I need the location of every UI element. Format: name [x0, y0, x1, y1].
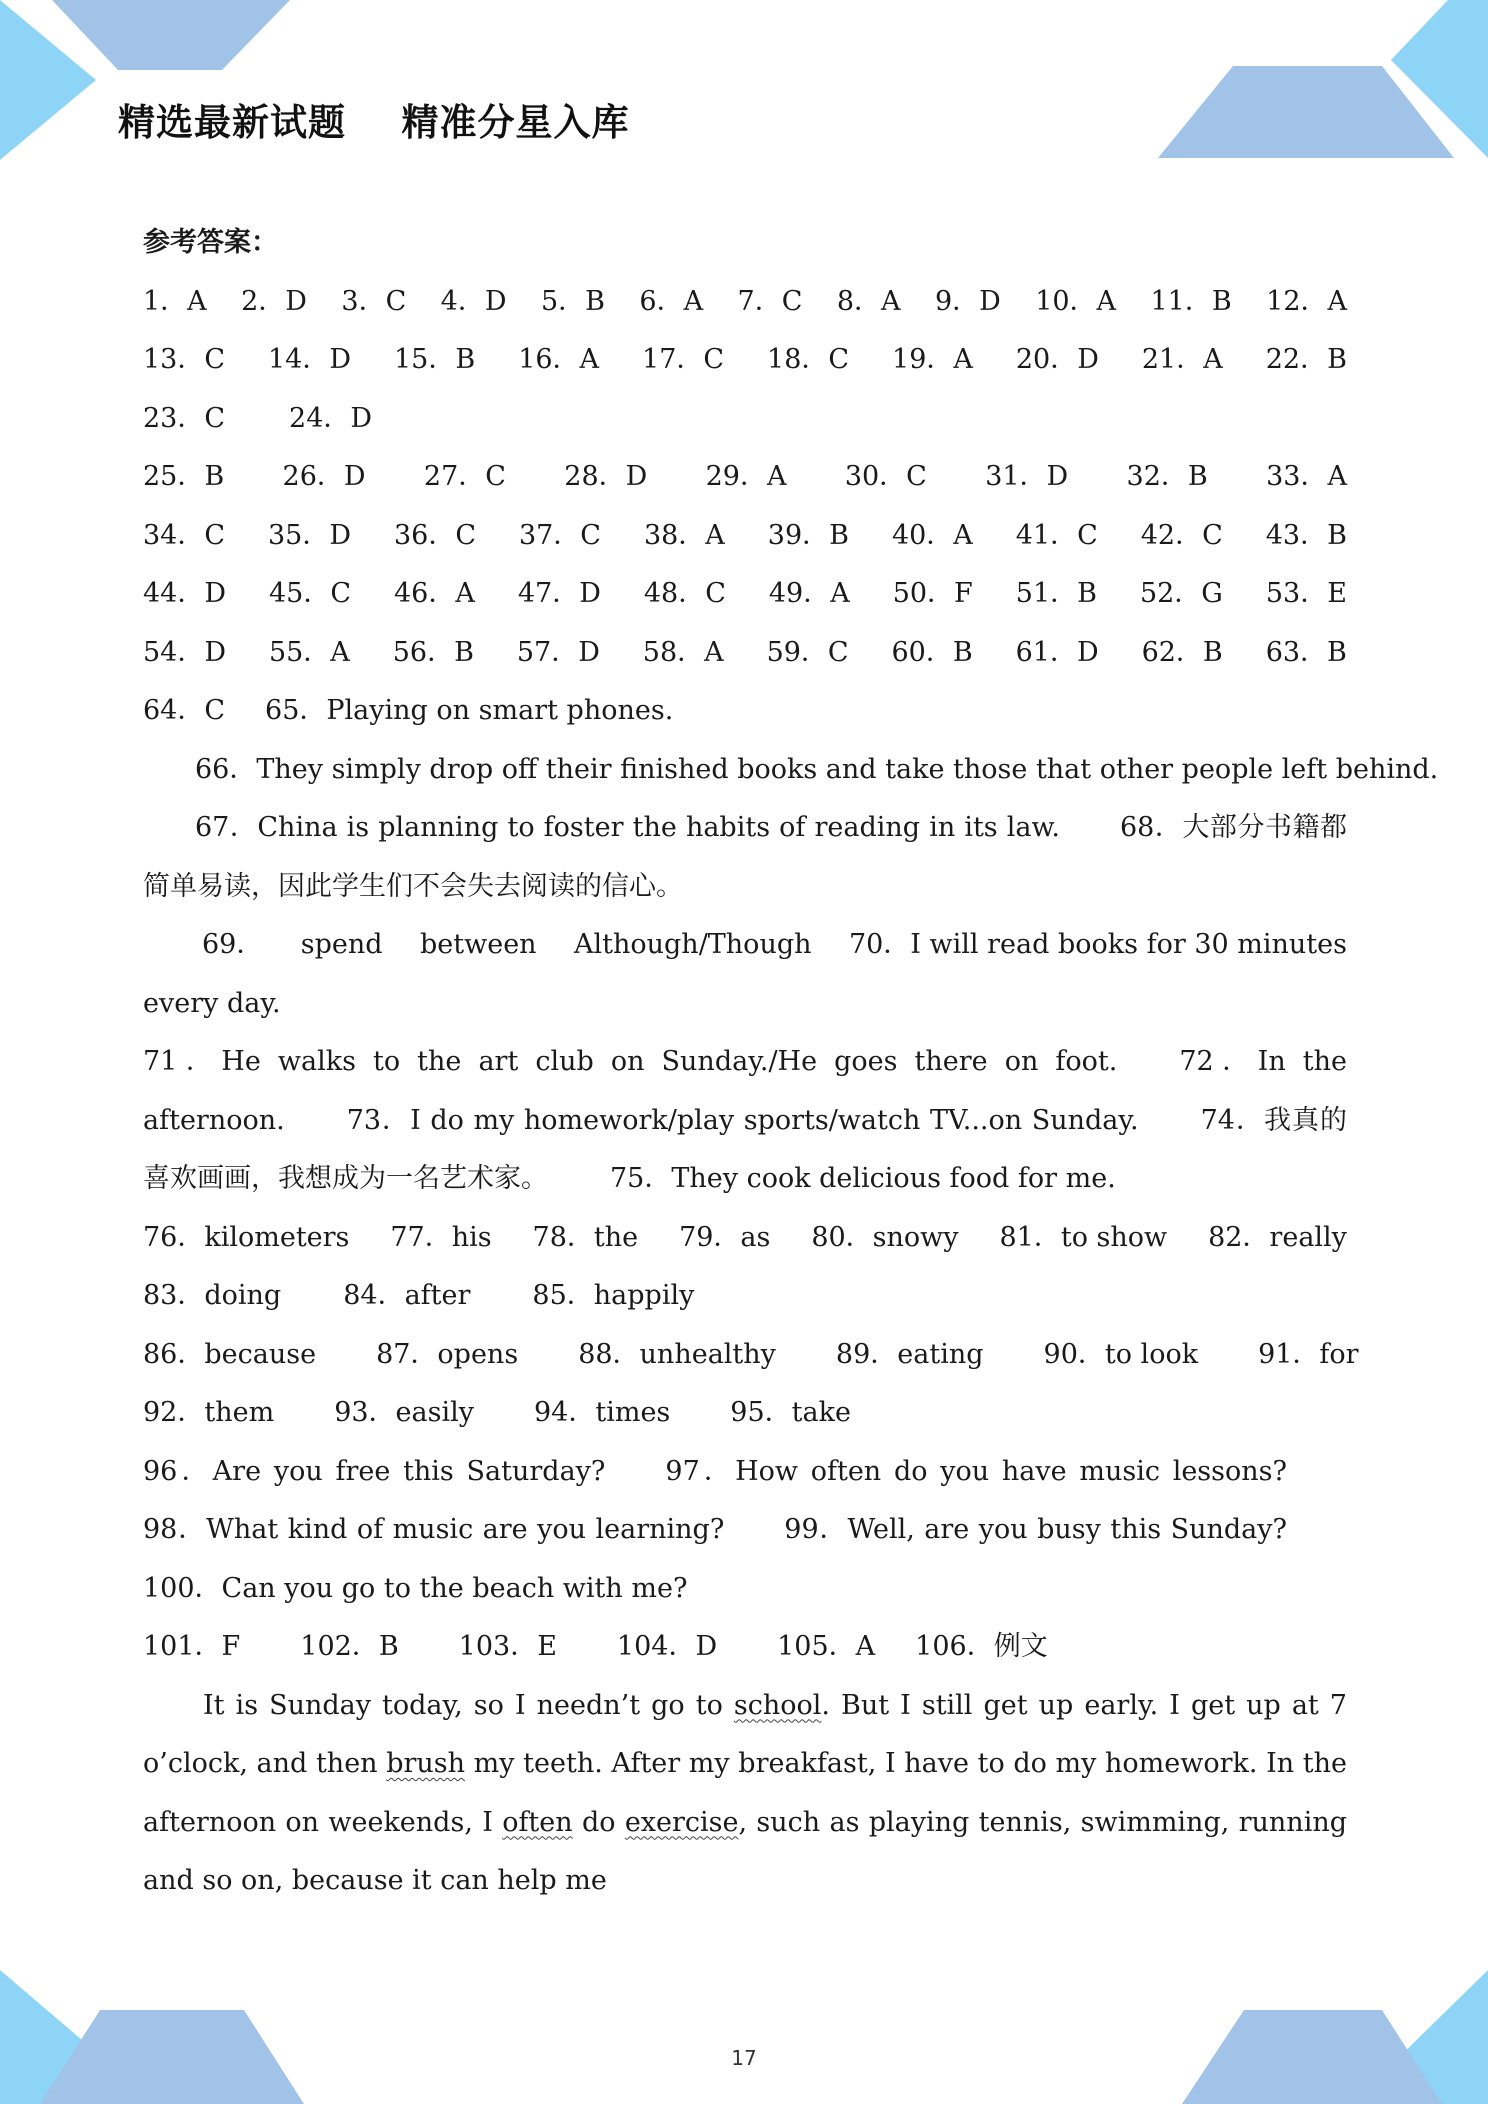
answer-item: 8．A [836, 285, 901, 317]
answer-item: 7．C [737, 285, 803, 317]
answer-item: 29．A [705, 461, 787, 492]
answer-content [143, 214, 1439, 1911]
answer-item: 6．A [639, 285, 704, 317]
answer-item: 54．D [143, 636, 227, 668]
answer-item: 26．D [282, 461, 366, 492]
sample-essay [143, 1677, 1347, 1911]
answer-item: 15．B [394, 344, 476, 375]
answer-item: 57．D [516, 636, 600, 668]
answer-row-1 [143, 273, 1347, 332]
answer-row-76-82 [143, 1209, 1347, 1268]
answer-item: 101．F [143, 1631, 241, 1662]
answer-item: 36．C [393, 519, 476, 551]
answer-item: 31．D [985, 461, 1069, 492]
answer-item: 38．A [643, 519, 725, 551]
answer-item: spend [300, 929, 383, 960]
answer-item: 80．snowy [811, 1221, 959, 1253]
answer-item: 84．after [343, 1280, 471, 1311]
answer-item: 21．A [1141, 344, 1223, 375]
essay-text: . But I still get up early. I get up at 7 o’clock, and then [143, 1689, 1347, 1779]
answer-item: 96．Are you free this Saturday? [143, 1455, 606, 1487]
answer-item: 70．I will read books for 30 minutes [848, 929, 1347, 960]
answer-70-continued: every day. [143, 987, 281, 1019]
answer-item: 106．例文 [915, 1631, 1048, 1662]
answer-item: 104．D [616, 1631, 718, 1662]
answer-row-64-65 [143, 682, 1347, 741]
answer-item: 73．I do my homework/play sports/watch TV...on Sunday. [346, 1104, 1139, 1136]
answer-item: 22．B [1265, 344, 1347, 375]
answer-row-6 [143, 624, 1347, 683]
answer-item: 10．A [1035, 285, 1117, 317]
answer-row-86-91 [143, 1326, 1359, 1385]
answer-item: 86．because [143, 1338, 317, 1370]
answer-item: 49．A [768, 578, 850, 609]
answer-row-23-24 [143, 390, 1347, 449]
answer-item: 65．Playing on smart phones. [265, 695, 674, 726]
answer-item: 55．A [268, 636, 350, 668]
answer-item: 53．E [1265, 578, 1347, 609]
answer-66: 66．They simply drop off their finished books and take those that other people left behind. [195, 753, 1439, 785]
answer-item: 28．D [564, 461, 648, 492]
answer-item: 9．D [934, 285, 1001, 317]
answer-item: 52．G [1139, 578, 1223, 609]
answer-item: 78．the [532, 1221, 639, 1253]
answer-item: 14．D [268, 344, 352, 375]
answer-item: 27．C [423, 461, 506, 492]
answer-item: 24．D [289, 402, 373, 434]
answer-item: 97．How often do you have music lessons? [665, 1455, 1287, 1487]
answer-item: between [420, 929, 537, 960]
decor-top-right [1148, 0, 1488, 170]
answer-item: 47．D [517, 578, 601, 609]
answer-item: 30．C [844, 461, 927, 492]
essay-underlined-word: often [502, 1806, 573, 1838]
answer-item: 2．D [241, 285, 307, 317]
answer-item: 56．B [392, 636, 474, 668]
answer-item: 46．A [394, 578, 475, 609]
essay-underlined-word: brush [386, 1748, 466, 1779]
answer-item: 58．A [642, 636, 724, 668]
answer-item: 69． [202, 929, 264, 960]
decor-bottom-left [0, 1934, 310, 2104]
answer-item: 61．D [1015, 636, 1099, 668]
answer-item: 74．我真的喜欢画画，我想成为一名艺术家。 [143, 1104, 1347, 1194]
answer-item: 5．B [540, 285, 605, 317]
answer-item: 19．A [892, 344, 973, 375]
answer-row-92-95 [143, 1384, 1347, 1443]
answer-96-100 [143, 1443, 1347, 1619]
answer-item: 34．C [143, 519, 226, 551]
essay-text: my teeth. After my breakfast, I have to do my homework. In the afternoon on weekends, I [143, 1748, 1347, 1838]
answer-item: 102．B [300, 1631, 399, 1662]
answer-item: 95．take [730, 1397, 851, 1428]
answer-item: 39．B [767, 519, 849, 551]
answer-item: 25．B [143, 461, 225, 492]
answer-row-2 [143, 331, 1347, 390]
answer-item: 41．C [1015, 519, 1098, 551]
answer-row-101-106 [143, 1618, 1347, 1677]
answer-item: 63．B [1265, 636, 1347, 668]
answer-row-5 [143, 565, 1347, 624]
answer-item: 11．B [1150, 285, 1232, 317]
essay-text: , such as playing tennis, swimming, running and so on, because it can help me [143, 1806, 1347, 1896]
answer-item: 92．them [143, 1397, 275, 1428]
answer-item: Although/Though [574, 929, 812, 960]
answer-item: 67．China is planning to foster the habits of reading in its law. [195, 812, 1060, 843]
answer-item: 12．A [1266, 285, 1347, 317]
answer-row-3 [143, 448, 1347, 507]
answer-item: 85．happily [532, 1280, 695, 1311]
answer-item: 44．D [143, 578, 227, 609]
answer-item: 20．D [1015, 344, 1099, 375]
answer-item: 91．for [1258, 1338, 1359, 1370]
answer-item: 1．A [143, 285, 207, 317]
answer-item: 43．B [1265, 519, 1347, 551]
answer-item: 79．as [679, 1221, 771, 1253]
answer-item: 98．What kind of music are you learning? [143, 1514, 725, 1545]
answer-item: 64．C [143, 695, 226, 726]
answer-item: 89．eating [835, 1338, 984, 1370]
answer-item: 23．C [143, 402, 226, 434]
answer-item: 51．B [1015, 578, 1097, 609]
section-title: 参考答案： [143, 227, 278, 258]
answer-item: 93．easily [334, 1397, 474, 1428]
answer-item: 83．doing [143, 1280, 282, 1311]
answer-item: 103．E [458, 1631, 557, 1662]
answer-item: 60．B [891, 636, 973, 668]
answer-item: 33．A [1266, 461, 1347, 492]
answer-item: 42．C [1140, 519, 1223, 551]
answer-item: 18．C [767, 344, 850, 375]
answer-item: 35．D [267, 519, 351, 551]
answer-item: 13．C [143, 344, 226, 375]
answer-item: 105．A [777, 1631, 876, 1662]
answer-item: 59．C [766, 636, 849, 668]
answer-71-75 [143, 1033, 1347, 1209]
answer-item: 40．A [891, 519, 973, 551]
answer-69-70 [143, 916, 1347, 975]
answer-item: 3．C [341, 285, 407, 317]
answer-item: 71．He walks to the art club on Sunday./He goes there on foot. [143, 1046, 1118, 1077]
answer-item: 76．kilometers [143, 1221, 350, 1253]
answer-item: 81．to show [999, 1221, 1168, 1253]
answer-item: 37．C [518, 519, 601, 551]
page-number: 17 [731, 2046, 757, 2070]
answer-item: 77．his [390, 1221, 492, 1253]
answer-row-83-85 [143, 1267, 1347, 1326]
answer-item: 72．In the afternoon. [143, 1046, 1347, 1136]
answer-item: 62．B [1141, 636, 1223, 668]
answer-item: 82．really [1208, 1221, 1347, 1253]
answer-item: 75．They cook delicious food for me. [610, 1163, 1116, 1194]
answer-item: 32．B [1126, 461, 1208, 492]
header-title: 精选最新试题 精准分星入库 [118, 101, 630, 144]
answer-item: 50．F [892, 578, 973, 609]
answer-item: 4．D [440, 285, 507, 317]
essay-text: do [572, 1806, 625, 1838]
answer-item: 94．times [534, 1397, 671, 1428]
decor-bottom-right [1168, 1934, 1488, 2104]
answer-item: 45．C [269, 578, 352, 609]
essay-underlined-word: school [733, 1689, 822, 1721]
answer-item: 16．A [518, 344, 600, 375]
answer-item: 87．opens [376, 1338, 519, 1370]
answer-item: 68．大部分书籍都简单易读，因此学生们不会失去阅读的信心。 [143, 812, 1348, 902]
essay-underlined-word: exercise [624, 1806, 739, 1838]
answer-item: 100．Can you go to the beach with me? [143, 1572, 688, 1604]
answer-item: 90．to look [1043, 1338, 1199, 1370]
essay-text: It is Sunday today, so I needn’t go to [203, 1689, 734, 1721]
answer-item: 88．unhealthy [578, 1338, 776, 1370]
answer-67-68 [143, 799, 1347, 916]
answer-item: 17．C [642, 344, 725, 375]
answer-item: 99．Well, are you busy this Sunday? [784, 1514, 1287, 1545]
answer-row-4 [143, 507, 1347, 566]
answer-item: 48．C [643, 578, 726, 609]
